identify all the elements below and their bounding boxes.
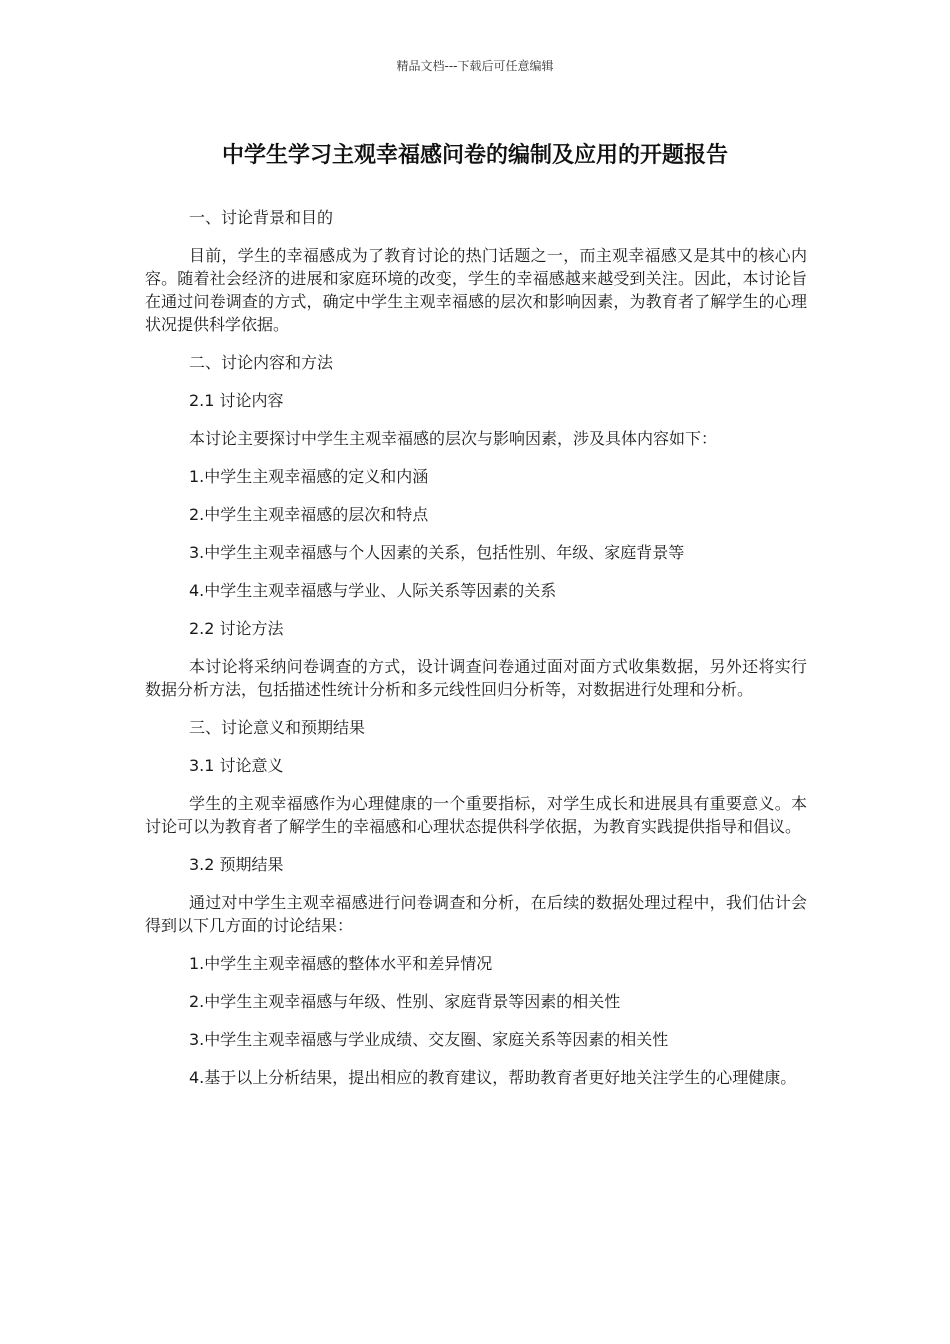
significance-paragraph: 学生的主观幸福感作为心理健康的一个重要指标，对学生成长和进展具有重要意义。本讨论可以为教育者了解学生的幸福感和心理状态提供科学依据，为教育实践提供指导和倡议。 (145, 794, 807, 836)
document-title: 中学生学习主观幸福感问卷的编制及应用的开题报告 (221, 143, 728, 168)
results-list-item: 4.基于以上分析结果，提出相应的教育建议，帮助教育者更好地关注学生的心理健康。 (189, 1068, 797, 1087)
subsection-heading-2-2: 2.2 讨论方法 (189, 619, 284, 638)
content-intro-paragraph: 本讨论主要探讨中学生主观幸福感的层次与影响因素，涉及具体内容如下： (189, 429, 718, 448)
subsection-heading-3-1: 3.1 讨论意义 (189, 756, 284, 775)
content-list-item: 1.中学生主观幸福感的定义和内涵 (189, 467, 429, 486)
content-list-item: 2.中学生主观幸福感的层次和特点 (189, 505, 429, 524)
content-list-item: 3.中学生主观幸福感与个人因素的关系，包括性别、年级、家庭背景等 (189, 543, 685, 562)
results-list-item: 3.中学生主观幸福感与学业成绩、交友圈、家庭关系等因素的相关性 (189, 1030, 669, 1049)
background-paragraph: 目前，学生的幸福感成为了教育讨论的热门话题之一，而主观幸福感又是其中的核心内容。随着社会经济的进展和家庭环境的改变，学生的幸福感越来越受到关注。因此，本讨论旨在通过问卷调查的方式，确定中学生主观幸福感的层次和影响因素，为教育者了解学生的心理状况提供科学依据。 (145, 246, 807, 334)
content-list-item: 4.中学生主观幸福感与学业、人际关系等因素的关系 (189, 581, 557, 600)
results-intro-paragraph: 通过对中学生主观幸福感进行问卷调查和分析，在后续的数据处理过程中，我们估计会得到以下几方面的讨论结果： (145, 893, 807, 935)
header-note: 精品文档---下载后可任意编辑 (396, 59, 554, 73)
document-body (145, 206, 807, 1104)
section-heading-2: 二、讨论内容和方法 (189, 353, 334, 372)
subsection-heading-2-1: 2.1 讨论内容 (189, 391, 284, 410)
subsection-heading-3-2: 3.2 预期结果 (189, 855, 284, 874)
section-heading-1: 一、讨论背景和目的 (189, 208, 334, 227)
results-list-item: 1.中学生主观幸福感的整体水平和差异情况 (189, 954, 493, 973)
section-heading-3: 三、讨论意义和预期结果 (189, 718, 366, 737)
method-paragraph: 本讨论将采纳问卷调查的方式，设计调查问卷通过面对面方式收集数据，另外还将实行数据分析方法，包括描述性统计分析和多元线性回归分析等，对数据进行处理和分析。 (145, 657, 807, 699)
results-list-item: 2.中学生主观幸福感与年级、性别、家庭背景等因素的相关性 (189, 992, 621, 1011)
